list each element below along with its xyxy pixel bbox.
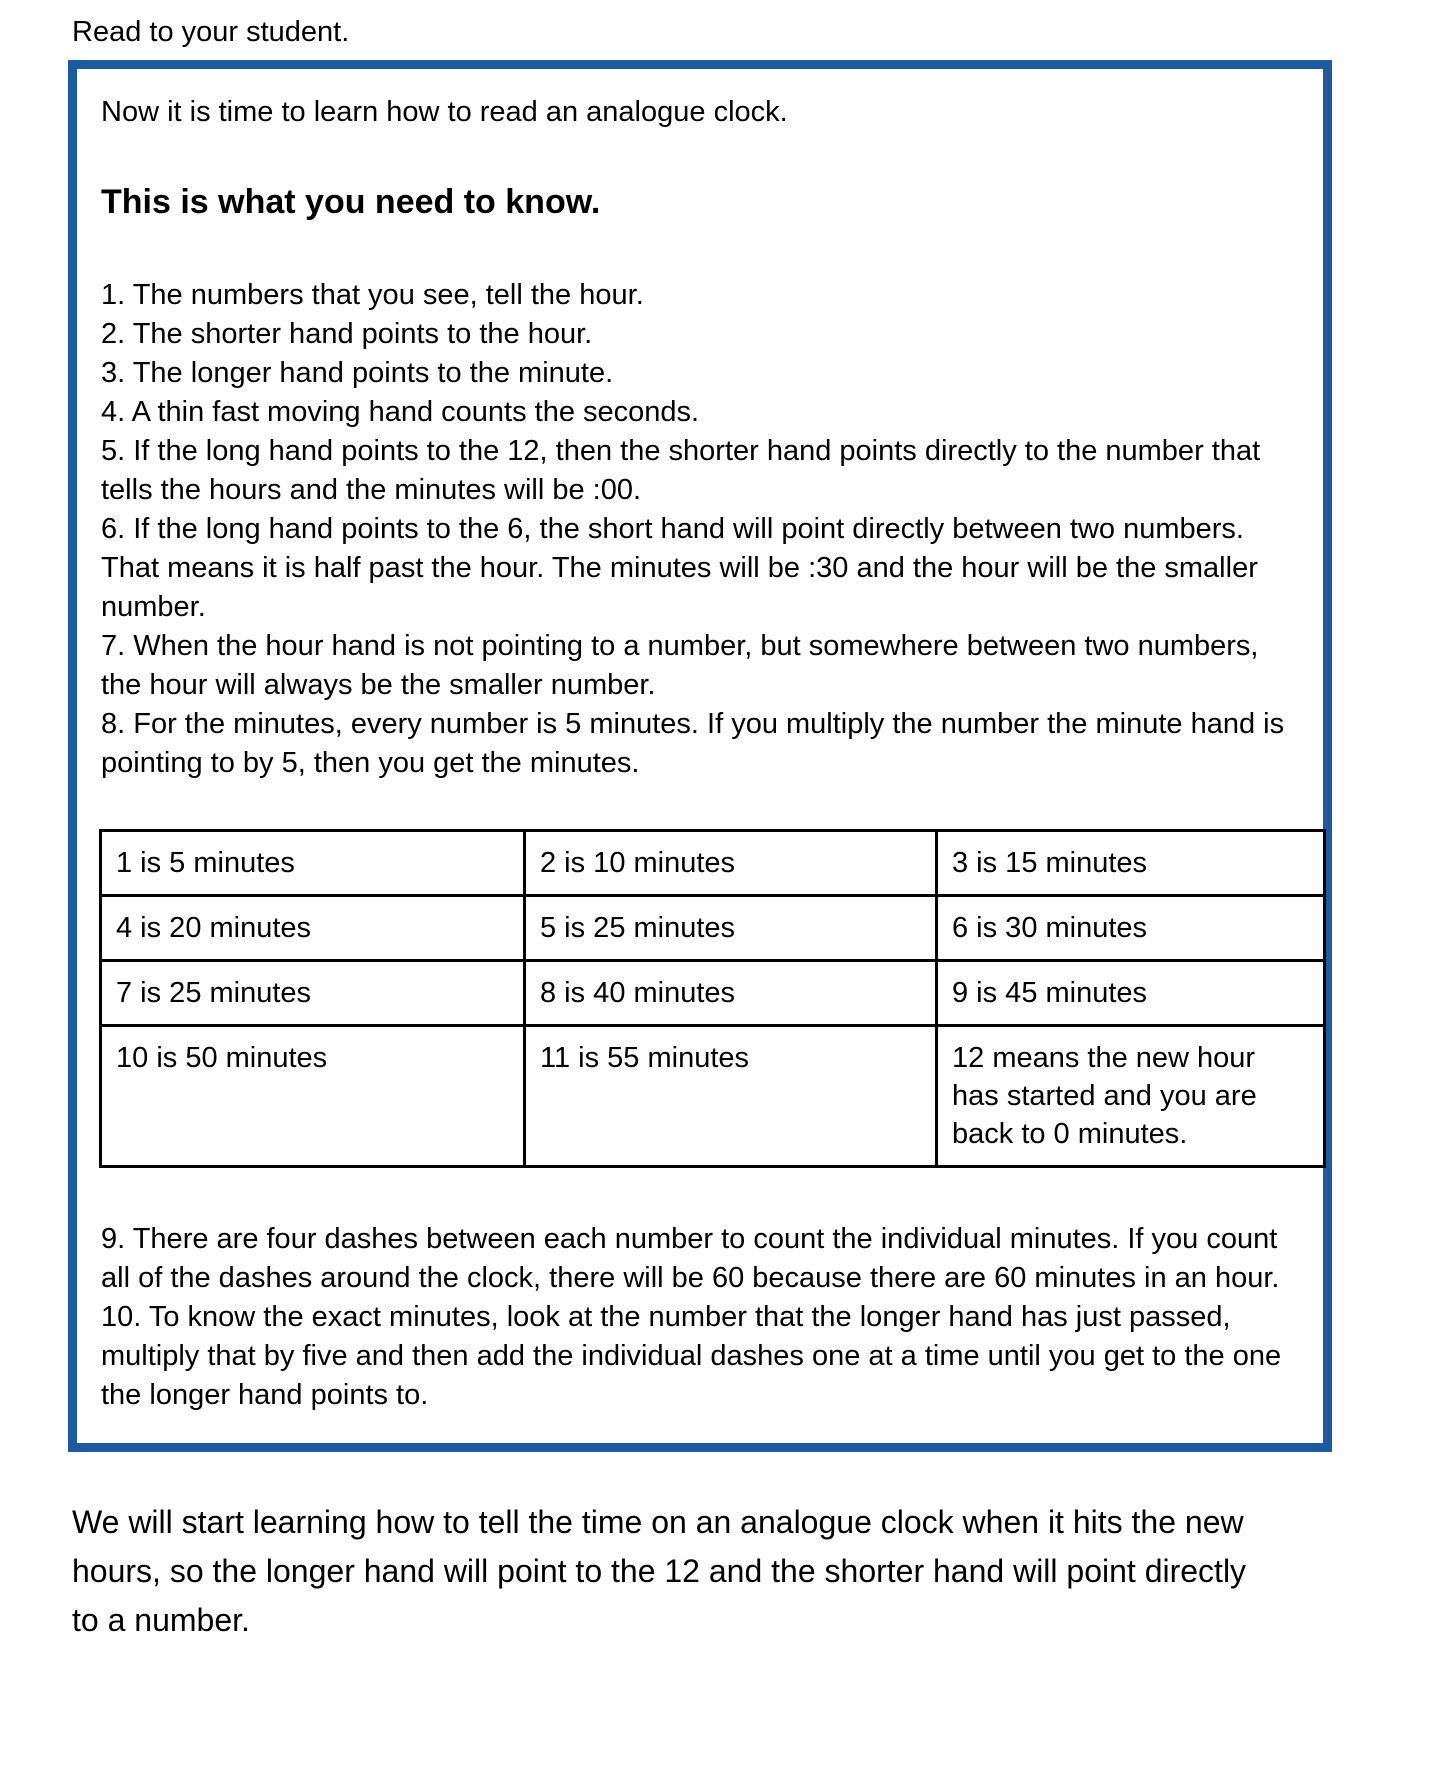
minutes-table-row-2 xyxy=(101,896,1325,961)
minutes-table xyxy=(99,829,1326,1168)
table-cell: 1 is 5 minutes xyxy=(101,831,525,896)
minutes-table-row-4 xyxy=(101,1026,1325,1167)
rule-item-7: 7. When the hour hand is not pointing to a number, but somewhere between two numbers, the hour will always be the smaller number. xyxy=(101,630,1259,701)
section-heading: This is what you need to know. xyxy=(101,183,601,221)
lesson-box xyxy=(68,60,1332,1452)
rule-item-6: 6. If the long hand points to the 6, the short hand will point directly between two numbers. That means it is half past the hour. The minutes will be :30 and the hour will be the smaller number. xyxy=(101,513,1258,623)
table-cell: 7 is 25 minutes xyxy=(101,961,525,1026)
intro-text: Now it is time to learn how to read an analogue clock. xyxy=(101,96,788,128)
rule-item-5: 5. If the long hand points to the 12, then the shorter hand points directly to the number that tells the hours and the minutes will be :00. xyxy=(101,435,1261,506)
closing-paragraph: We will start learning how to tell the time on an analogue clock when it hits the new hours, so the longer hand will point to the 12 and the shorter hand will point directly to a number. xyxy=(72,1504,1247,1638)
table-cell: 6 is 30 minutes xyxy=(937,896,1325,961)
table-cell: 5 is 25 minutes xyxy=(525,896,937,961)
table-cell: 12 means the new hour has started and you are back to 0 minutes. xyxy=(937,1026,1325,1167)
teacher-instruction: Read to your student. xyxy=(72,16,350,48)
rule-item-9: 9. There are four dashes between each number to count the individual minutes. If you count all of the dashes around the clock, there will be 60 because there are 60 minutes in an hour. xyxy=(101,1223,1280,1294)
minutes-table-row-3 xyxy=(101,961,1325,1026)
table-cell: 2 is 10 minutes xyxy=(525,831,937,896)
table-cell: 8 is 40 minutes xyxy=(525,961,937,1026)
rule-item-1: 1. The numbers that you see, tell the hour. xyxy=(101,279,644,311)
rule-item-4: 4. A thin fast moving hand counts the seconds. xyxy=(101,396,700,428)
rules-list xyxy=(101,276,1305,783)
rule-item-10: 10. To know the exact minutes, look at the number that the longer hand has just passed, multiply that by five and then add the individual dashes one at a time until you get to the one the longer hand points to. xyxy=(101,1301,1282,1411)
table-cell: 10 is 50 minutes xyxy=(101,1026,525,1167)
rule-item-8: 8. For the minutes, every number is 5 minutes. If you multiply the number the minute hand is pointing to by 5, then you get the minutes. xyxy=(101,708,1285,779)
table-cell: 11 is 55 minutes xyxy=(525,1026,937,1167)
table-cell: 9 is 45 minutes xyxy=(937,961,1325,1026)
rule-item-3: 3. The longer hand points to the minute. xyxy=(101,357,614,389)
table-cell: 4 is 20 minutes xyxy=(101,896,525,961)
rule-item-2: 2. The shorter hand points to the hour. xyxy=(101,318,593,350)
rules-list-after-table xyxy=(101,1220,1305,1415)
minutes-table-row-1 xyxy=(101,831,1325,896)
table-cell: 3 is 15 minutes xyxy=(937,831,1325,896)
